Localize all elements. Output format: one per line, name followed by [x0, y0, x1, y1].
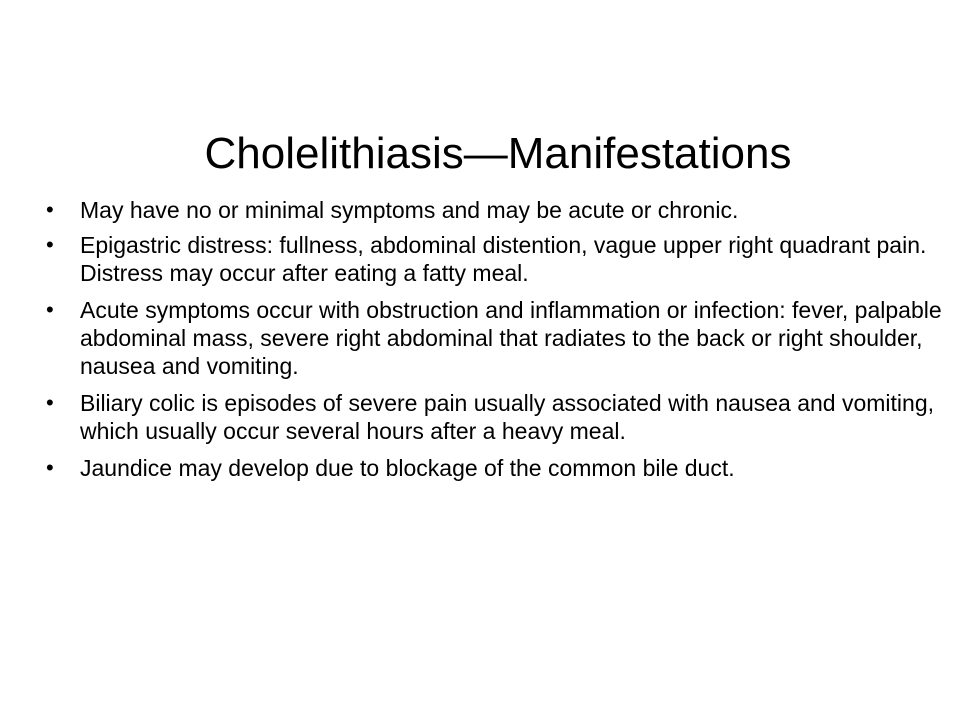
bullet-dot-icon: • [46, 297, 54, 322]
bullet-dot-icon: • [46, 390, 54, 415]
bullet-dot-icon: • [46, 232, 54, 257]
bullet-text: Epigastric distress: fullness, abdominal distention, vague upper right quadrant pain. Distress may occur after eating a fatty meal. [80, 232, 927, 286]
bullet-item [44, 296, 944, 380]
bullet-text: Acute symptoms occur with obstruction and inflammation or infection: fever, palpable abdominal mass, severe right abdominal that radiates to the back or right shoulder, nausea and vomiting. [80, 297, 942, 379]
bullet-dot-icon: • [46, 455, 54, 480]
slide-title: Cholelithiasis—Manifestations [204, 129, 792, 178]
bullet-list [44, 196, 944, 489]
bullet-item [44, 196, 944, 224]
bullet-text: Jaundice may develop due to blockage of the common bile duct. [80, 455, 735, 481]
bullet-item [44, 231, 944, 287]
bullet-text: Biliary colic is episodes of severe pain usually associated with nausea and vomiting, which usually occur several hours after a heavy meal. [80, 390, 935, 444]
bullet-item [44, 454, 944, 482]
bullet-text: May have no or minimal symptoms and may be acute or chronic. [80, 197, 739, 223]
bullet-dot-icon: • [46, 197, 54, 222]
bullet-item [44, 389, 944, 445]
